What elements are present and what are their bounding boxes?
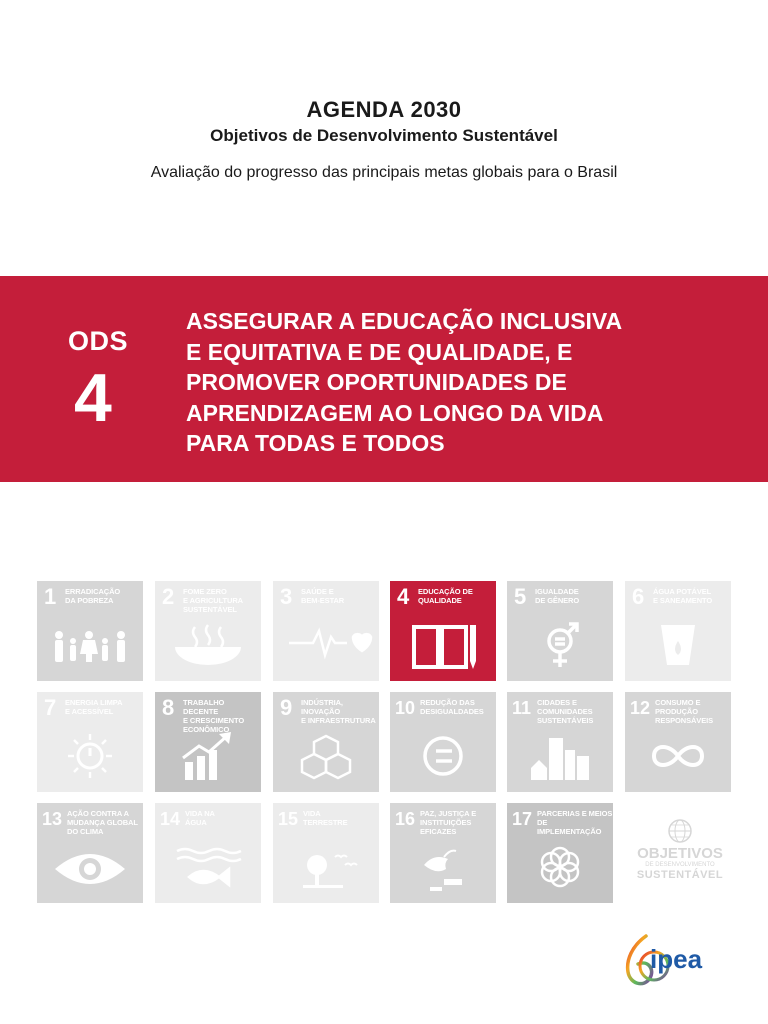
goal-line: APRENDIZAGEM AO LONGO DA VIDA bbox=[186, 399, 604, 426]
sdg-tile-label-line: CONSUMO E bbox=[655, 698, 701, 707]
sdg-tile-number: 16 bbox=[395, 809, 416, 829]
sdg-tile-label bbox=[418, 587, 494, 605]
sdg-logo-line3: SUSTENTÁVEL bbox=[636, 869, 724, 881]
sdg-tile-label-line: ECONÔMICO bbox=[183, 725, 230, 734]
sdg-tile-label-line: COMUNIDADES bbox=[537, 707, 593, 716]
sdg-tile-label bbox=[301, 698, 377, 725]
sdg-tile-label-line: VIDA NA bbox=[185, 809, 215, 818]
ods-number: 4 bbox=[74, 360, 112, 436]
sdg-tile-number: 7 bbox=[44, 695, 57, 720]
sdg-tile-number: 5 bbox=[514, 584, 527, 609]
cubes-icon bbox=[273, 732, 379, 784]
sdg-tile-11 bbox=[507, 692, 613, 792]
sdg-tile-label-line: E ACESSÍVEL bbox=[65, 707, 114, 716]
sdg-tile-number: 12 bbox=[630, 698, 651, 718]
sdg-tile-number: 1 bbox=[44, 584, 57, 609]
page-header bbox=[0, 96, 768, 183]
agenda-title: AGENDA 2030 bbox=[306, 97, 462, 122]
sdg-tile-label bbox=[183, 587, 259, 614]
sdg-tile-label-line: ÁGUA bbox=[185, 818, 207, 827]
sdg-tile-label-line: REDUÇÃO DAS bbox=[420, 698, 475, 707]
sdg-tile-14 bbox=[155, 803, 261, 903]
sdg-tile-10 bbox=[390, 692, 496, 792]
sdg-tile-label-line: ERRADICAÇÃO bbox=[65, 587, 121, 596]
tree-birds-icon bbox=[273, 843, 379, 895]
sdg-tile-number: 15 bbox=[278, 809, 299, 829]
sdg-tile-6 bbox=[625, 581, 731, 681]
sdg-tile-5 bbox=[507, 581, 613, 681]
sdg-tile-label-line: PAZ, JUSTIÇA E bbox=[420, 809, 477, 818]
sdg-tile-15 bbox=[273, 803, 379, 903]
sdg-tile-3 bbox=[273, 581, 379, 681]
sdg-tile-label-line: DE GÊNERO bbox=[535, 596, 580, 605]
sdg-tile-17 bbox=[507, 803, 613, 903]
sdg-tile-1 bbox=[37, 581, 143, 681]
sdg-tile-label-line: TERRESTRE bbox=[303, 818, 348, 827]
sdg-tile-label-line: E AGRICULTURA bbox=[183, 596, 243, 605]
sdg-tile-label-line: QUALIDADE bbox=[418, 596, 462, 605]
goal-line: E EQUITATIVA E DE QUALIDADE, E bbox=[186, 338, 573, 365]
sdg-tile-label bbox=[303, 809, 379, 827]
sdg-tile-label-line: AÇÃO CONTRA A bbox=[67, 809, 129, 818]
sdg-tile-label bbox=[65, 587, 141, 605]
sdg-tile-12 bbox=[625, 692, 731, 792]
book-pencil-icon bbox=[390, 621, 496, 673]
sdg-tile-number: 10 bbox=[395, 698, 416, 718]
sdg-tile-label-line: E CRESCIMENTO bbox=[183, 716, 245, 725]
sdg-tile-2 bbox=[155, 581, 261, 681]
sdg-tile-label-line: FOME ZERO bbox=[183, 587, 227, 596]
flower-rings-icon bbox=[507, 843, 613, 895]
goal-line: PARA TODAS E TODOS bbox=[186, 430, 445, 456]
sdg-tile-label bbox=[655, 698, 731, 725]
ods-label: ODS bbox=[68, 326, 129, 356]
ods-banner bbox=[0, 276, 768, 482]
sdg-tile-label-line: ENERGIA LIMPA bbox=[65, 698, 123, 707]
sdg-tile-label-line: IGUALDADE bbox=[535, 587, 579, 596]
city-icon bbox=[507, 732, 613, 784]
sdg-tile-label-line: E INFRAESTRUTURA bbox=[301, 716, 376, 725]
sdg-logo bbox=[625, 818, 735, 888]
ipea-60-logo bbox=[620, 932, 738, 992]
goal-line: ASSEGURAR A EDUCAÇÃO INCLUSIVA bbox=[186, 308, 623, 334]
sun-power-icon bbox=[37, 732, 143, 784]
sdg-tile-label-line: DA POBREZA bbox=[65, 596, 114, 605]
sdg-tile-number: 6 bbox=[632, 584, 645, 609]
growth-chart-icon bbox=[155, 732, 261, 784]
sdg-tile-label-line: ÁGUA POTÁVEL bbox=[653, 587, 712, 596]
sdg-tile-label-line: VIDA bbox=[303, 809, 321, 818]
equal-circle-icon bbox=[390, 732, 496, 784]
agenda-subtitle: Objetivos de Desenvolvimento Sustentável bbox=[210, 126, 558, 145]
water-glass-icon bbox=[625, 621, 731, 673]
sdg-tile-label-line: CIDADES E bbox=[537, 698, 577, 707]
sdg-tile-label-line: MUDANÇA GLOBAL bbox=[67, 818, 138, 827]
sdg-tile-label-line: BEM-ESTAR bbox=[301, 596, 345, 605]
un-globe-icon bbox=[667, 818, 693, 844]
sdg-tile-number: 17 bbox=[512, 809, 533, 829]
sdg-tile-number: 4 bbox=[397, 584, 410, 609]
sdg-tile-label-line: DO CLIMA bbox=[67, 827, 104, 836]
heartbeat-icon bbox=[273, 621, 379, 673]
sdg-tile-label-line: PARCERIAS E MEIOS bbox=[537, 809, 613, 818]
eye-globe-icon bbox=[37, 843, 143, 895]
sdg-tile-number: 3 bbox=[280, 584, 293, 609]
sdg-tile-label bbox=[420, 698, 496, 716]
agenda-tagline: Avaliação do progresso das principais metas globais para o Brasil bbox=[150, 164, 618, 181]
ipea-text: ipea bbox=[650, 944, 703, 974]
sdg-tile-number: 13 bbox=[42, 809, 63, 829]
sdg-tile-label bbox=[653, 587, 729, 605]
gender-equality-icon bbox=[507, 621, 613, 673]
sdg-tile-16 bbox=[390, 803, 496, 903]
sdg-tile-7 bbox=[37, 692, 143, 792]
sdg-tile-label bbox=[537, 809, 613, 836]
goal-line: PROMOVER OPORTUNIDADES DE bbox=[186, 369, 567, 395]
sdg-tile-label bbox=[185, 809, 261, 827]
sdg-logo-line1: OBJETIVOS bbox=[637, 845, 723, 862]
sdg-tile-label-line: EFICAZES bbox=[420, 827, 457, 836]
sdg-tile-label bbox=[65, 698, 141, 716]
sdg-tile-label-line: SUSTENTÁVEL bbox=[183, 605, 237, 614]
sdg-tile-number: 11 bbox=[512, 698, 532, 718]
sdg-tile-label bbox=[537, 698, 613, 725]
sdg-tile-4 bbox=[390, 581, 496, 681]
dove-gavel-icon bbox=[390, 843, 496, 895]
family-icon bbox=[37, 621, 143, 673]
sdg-tile-8 bbox=[155, 692, 261, 792]
sdg-tile-label-line: DESIGUALDADES bbox=[420, 707, 484, 716]
sdg-tile-13 bbox=[37, 803, 143, 903]
sdg-logo-line2: DE DESENVOLVIMENTO bbox=[645, 862, 715, 868]
fish-icon bbox=[155, 843, 261, 895]
sdg-tile-number: 2 bbox=[162, 584, 175, 609]
sdg-tile-number: 14 bbox=[160, 809, 181, 829]
sdg-tile-label bbox=[67, 809, 143, 836]
bowl-icon bbox=[155, 621, 261, 673]
sdg-tile-label-line: INSTITUIÇÕES bbox=[420, 818, 472, 827]
sdg-tile-label-line: RESPONSÁVEIS bbox=[655, 716, 713, 725]
sdg-tile-label bbox=[535, 587, 611, 605]
sdg-tile-label-line: E SANEAMENTO bbox=[653, 596, 713, 605]
sdg-tile-label-line: INDÚSTRIA, INOVAÇÃO bbox=[301, 698, 343, 716]
sdg-tile-label-line: TRABALHO DECENTE bbox=[183, 698, 225, 716]
sdg-tile-label bbox=[420, 809, 496, 836]
sdg-tile-label-line: SUSTENTÁVEIS bbox=[537, 716, 594, 725]
infinity-icon bbox=[625, 732, 731, 784]
sdg-tile-number: 9 bbox=[280, 695, 293, 720]
sdg-tile-number: 8 bbox=[162, 695, 175, 720]
sdg-tile-label bbox=[301, 587, 377, 605]
sdg-tile-label-line: DE IMPLEMENTAÇÃO bbox=[537, 818, 602, 836]
sdg-tile-label-line: PRODUÇÃO bbox=[655, 707, 698, 716]
sdg-tile-9 bbox=[273, 692, 379, 792]
sdg-tile-label bbox=[183, 698, 259, 734]
ods-goal-text bbox=[186, 306, 746, 459]
sdg-tile-label-line: SAÚDE E bbox=[301, 587, 334, 596]
sdg-tile-label-line: EDUCAÇÃO DE bbox=[418, 587, 473, 596]
